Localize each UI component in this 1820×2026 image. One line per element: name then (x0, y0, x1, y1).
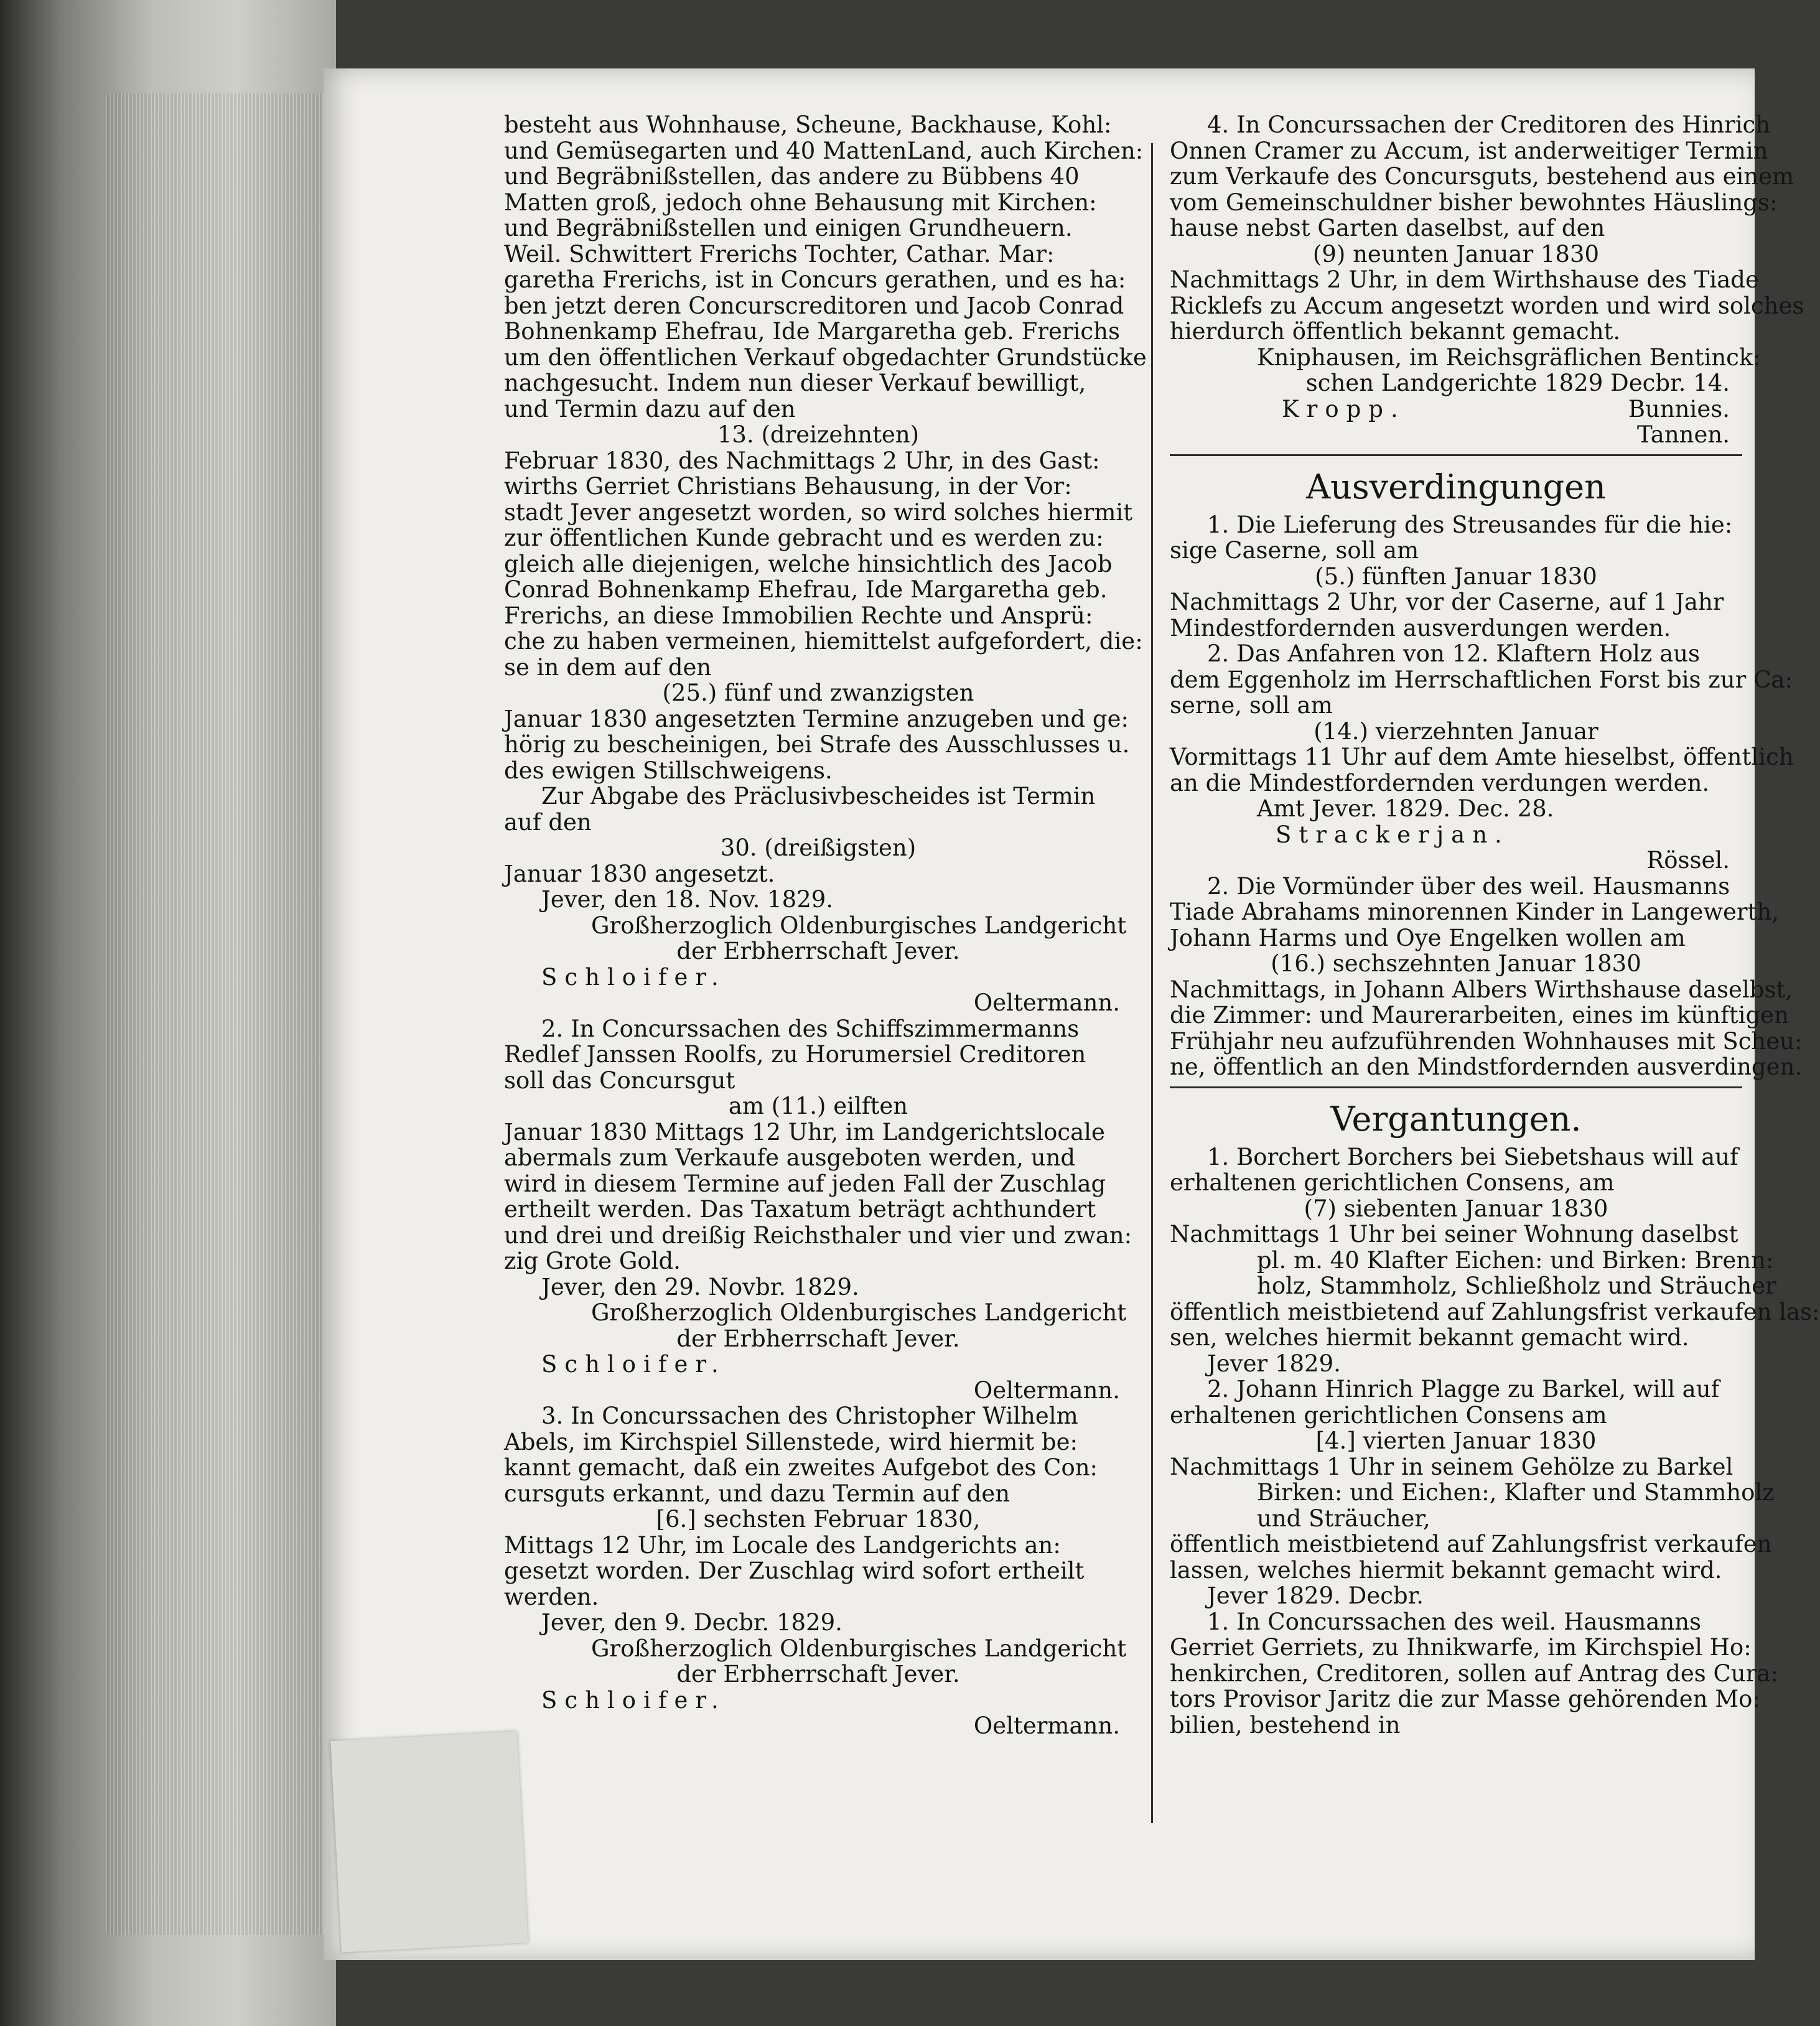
text-line: 2. Die Vormünder über des weil. Hausmanns (1207, 872, 1730, 900)
text-line: lassen, welches hiermit bekannt gemacht wird. (1170, 1556, 1722, 1584)
text-line: erhaltenen gerichtlichen Consens, am (1170, 1169, 1615, 1196)
notice-4 (1170, 111, 1804, 448)
notice-ausverdingung-3 (1170, 872, 1803, 1080)
text-line: Zur Abgabe des Präclusivbescheides ist Termin (541, 783, 1096, 810)
text-line: Birken: und Eichen:, Klafter und Stammholz (1257, 1479, 1775, 1506)
text-line: soll das Concursgut (504, 1067, 735, 1094)
court-line: Großherzoglich Oldenburgisches Landgericht (591, 1635, 1127, 1662)
date-line: (7) siebenten Januar 1830 (1304, 1195, 1608, 1222)
signature-line (504, 964, 1132, 991)
signature-left: Schloifer. (541, 1686, 726, 1714)
signature-line (504, 1351, 1132, 1378)
text-line: nachgesucht. Indem nun dieser Verkauf bewilligt, (504, 370, 1086, 396)
text-line: Nachmittags 2 Uhr, in dem Wirthshause des Tiade (1170, 266, 1759, 293)
text-line: hause nebst Garten daselbst, auf den (1170, 215, 1605, 241)
signature-left: Schloifer. (541, 963, 726, 991)
text-line: zig Grote Gold. (504, 1248, 681, 1274)
notice-land-sale (504, 111, 1147, 1016)
date-line: 30. (dreißigsten) (720, 834, 917, 861)
text-line: Mindestfordernden ausverdungen werden. (1170, 614, 1671, 642)
text-line: gleich alle diejenigen, welche hinsichtlich des Jacob (504, 550, 1113, 577)
text-line: bilien, bestehend in (1170, 1711, 1401, 1739)
court-line: der Erbherrschaft Jever. (676, 938, 960, 964)
text-line: Januar 1830 angesetzt. (504, 860, 775, 887)
signature-right: Tannen. (1636, 421, 1730, 448)
text-line: und Sträucher, (1257, 1505, 1430, 1532)
paper-slip (330, 1731, 528, 1952)
section-heading: Ausverdingungen (1306, 467, 1606, 507)
date-line: (25.) fünf und zwanzigsten (662, 679, 974, 706)
place-date-line: Jever, den 9. Decbr. 1829. (541, 1609, 842, 1636)
signature-row (1170, 396, 1742, 422)
signature-right: Bunnies. (1628, 395, 1730, 422)
text-line: abermals zum Verkaufe ausgeboten werden, und (504, 1144, 1076, 1171)
signature-right: Oeltermann. (973, 989, 1120, 1016)
text-line: henkirchen, Creditoren, sollen auf Antrag des Cura: (1170, 1660, 1778, 1687)
text-line: Conrad Bohnenkamp Ehefrau, Ide Margaretha geb. (504, 576, 1108, 603)
text-line: vom Gemeinschuldner bisher bewohntes Häuslings: (1170, 189, 1778, 216)
text-line: kannt gemacht, daß ein zweites Aufgebot des Con: (504, 1454, 1098, 1481)
text-line: Bohnenkamp Ehefrau, Ide Margaretha geb. Frerichs (504, 318, 1120, 345)
text-line: ben jetzt deren Concurscreditoren und Jacob Conrad (504, 292, 1124, 319)
text-line: öffentlich meistbietend auf Zahlungsfrist verkaufen las: (1170, 1298, 1820, 1325)
text-line: öffentlich meistbietend auf Zahlungsfrist verkaufen (1170, 1531, 1772, 1557)
place-date-line: Kniphausen, im Reichsgräflichen Bentinck: (1257, 343, 1761, 371)
place-date-line: Amt Jever. 1829. Dec. 28. (1257, 795, 1554, 822)
text-line: sen, welches hiermit bekannt gemacht wird. (1170, 1324, 1689, 1351)
date-line: am (11.) eilften (728, 1093, 908, 1119)
notice-vergantung-2 (1170, 1376, 1775, 1609)
notice-vergantung-3 (1170, 1608, 1778, 1739)
text-line: zum Verkaufe des Concursguts, bestehend aus einem (1170, 163, 1794, 190)
signature-right: Oeltermann. (973, 1376, 1120, 1404)
text-line: Johann Harms und Oye Engelken wollen am (1170, 924, 1686, 951)
text-line: Frerichs, an diese Immobilien Rechte und Ansprü: (504, 602, 1093, 629)
text-line: holz, Stammholz, Schließholz und Sträucher (1257, 1272, 1776, 1299)
text-line: pl. m. 40 Klafter Eichen: und Birken: Brenn: (1257, 1246, 1774, 1274)
text-line: Mittags 12 Uhr, im Locale des Landgerichts an: (504, 1531, 1061, 1559)
court-line: der Erbherrschaft Jever. (676, 1325, 960, 1352)
text-line: und Begräbnißstellen und einigen Grundheuern. (504, 215, 1073, 241)
text-line: Nachmittags, in Johann Albers Wirthshause daselbst, (1170, 976, 1793, 1003)
date-line: [6.] sechsten Februar 1830, (656, 1506, 981, 1533)
signature-left: Strackerjan. (1276, 821, 1510, 848)
text-line: auf den (504, 808, 592, 836)
column-divider (1151, 143, 1153, 1823)
text-line: garetha Frerichs, ist in Concurs gerathen, und es ha: (504, 266, 1126, 293)
text-line: sige Caserne, soll am (1170, 537, 1419, 564)
text-line: und Termin dazu auf den (504, 395, 796, 422)
notice-ausverdingung-1 (1170, 512, 1742, 642)
text-line: serne, soll am (1170, 692, 1333, 719)
text-line: 3. In Concurssachen des Christopher Wilhelm (541, 1403, 1078, 1429)
text-line: Vormittags 11 Uhr auf dem Amte hieselbst, öffentlich (1170, 744, 1794, 770)
text-line: des ewigen Stillschweigens. (504, 757, 833, 784)
text-line: Abels, im Kirchspiel Sillenstede, wird hiermit be: (504, 1428, 1078, 1455)
book-page-edges (0, 0, 336, 2026)
stacked-page-edges (106, 93, 330, 1935)
section-heading: Vergantungen. (1330, 1099, 1582, 1139)
date-line: (14.) vierzehnten Januar (1314, 717, 1598, 745)
place-date-line: schen Landgerichte 1829 Decbr. 14. (1305, 370, 1730, 396)
text-line: 4. In Concurssachen der Creditoren des Hinrich (1207, 111, 1771, 138)
text-line: Matten groß, jedoch ohne Behausung mit Kirchen: (504, 189, 1097, 216)
signature-left: Kropp. (1282, 395, 1406, 422)
text-line: und Gemüsegarten und 40 MattenLand, auch Kirchen: (504, 137, 1144, 164)
signature-left: Schloifer. (541, 1351, 726, 1378)
text-line: Frühjahr neu aufzuführenden Wohnhauses mit Scheu: (1170, 1027, 1803, 1055)
text-line: che zu haben vermeinen, hiemittelst aufgefordert, die: (504, 628, 1143, 655)
text-line: besteht aus Wohnhause, Scheune, Backhause, Kohl: (504, 111, 1112, 138)
text-line: Onnen Cramer zu Accum, ist anderweitiger Termin (1170, 137, 1768, 164)
court-line: Großherzoglich Oldenburgisches Landgericht (591, 912, 1127, 939)
signature-line (1170, 822, 1742, 848)
place-date-line: Jever 1829. Decbr. (1207, 1582, 1424, 1609)
text-line: Januar 1830 Mittags 12 Uhr, im Landgerichtslocale (504, 1118, 1105, 1146)
signature-right: Rössel. (1646, 847, 1730, 874)
place-date-line: Jever, den 29. Novbr. 1829. (541, 1273, 859, 1300)
text-line: tors Provisor Jaritz die zur Masse gehörenden Mo: (1170, 1686, 1760, 1712)
text-line: zur öffentlichen Kunde gebracht und es werden zu: (504, 525, 1104, 551)
text-line: Nachmittags 1 Uhr bei seiner Wohnung daselbst (1170, 1221, 1738, 1248)
date-line: [4.] vierten Januar 1830 (1315, 1427, 1597, 1454)
text-line: und drei und dreißig Reichsthaler und vier und zwan: (504, 1221, 1132, 1249)
text-line: gesetzt worden. Der Zuschlag wird sofort ertheilt (504, 1557, 1085, 1584)
text-line: Nachmittags 2 Uhr, vor der Caserne, auf 1 Jahr (1170, 589, 1724, 615)
notice-vergantung-1 (1170, 1143, 1820, 1377)
text-line: an die Mindestfordernden verdungen werden. (1170, 769, 1710, 796)
text-line: dem Eggenholz im Herrschaftlichen Forst bis zur Ca: (1170, 666, 1793, 693)
text-line: Redlef Janssen Roolfs, zu Horumersiel Creditoren (504, 1041, 1086, 1068)
text-line: cursguts erkannt, und dazu Termin auf den (504, 1480, 1010, 1507)
date-line: (5.) fünften Januar 1830 (1315, 563, 1597, 590)
text-line: Ricklefs zu Accum angesetzt worden und wird solches (1170, 292, 1804, 319)
court-line: Großherzoglich Oldenburgisches Landgericht (591, 1299, 1127, 1326)
text-line: Tiade Abrahams minorennen Kinder in Langewerth, (1170, 899, 1780, 925)
section-rule (1170, 1086, 1742, 1088)
date-line: (9) neunten Januar 1830 (1312, 240, 1600, 268)
signature-right: Oeltermann. (973, 1712, 1120, 1739)
signature-line (504, 1688, 1132, 1714)
text-line: erhaltenen gerichtlichen Consens am (1170, 1401, 1607, 1429)
text-line: die Zimmer: und Maurerarbeiten, eines im künftigen (1170, 1002, 1789, 1029)
date-line: (16.) sechszehnten Januar 1830 (1271, 950, 1641, 977)
date-line: 13. (dreizehnten) (717, 421, 920, 448)
text-line: Februar 1830, des Nachmittags 2 Uhr, in des Gast: (504, 447, 1100, 474)
text-line: se in dem auf den (504, 653, 712, 681)
text-line: werden. (504, 1583, 599, 1610)
place-date-line: Jever 1829. (1207, 1350, 1341, 1377)
text-line: ne, öffentlich an den Mindstfordernden ausverdingen. (1170, 1053, 1803, 1080)
right-column (1170, 111, 1820, 1739)
text-line: um den öffentlichen Verkauf obgedachter Grundstücke (504, 343, 1147, 371)
text-line: 1. Die Lieferung des Streusandes für die hie: (1207, 511, 1733, 538)
place-date-line: Jever, den 18. Nov. 1829. (541, 886, 834, 913)
text-line: und Begräbnißstellen, das andere zu Bübbens 40 (504, 163, 1080, 190)
text-line: hörig zu bescheinigen, bei Strafe des Ausschlusses u. (504, 731, 1130, 758)
text-line: Nachmittags 1 Uhr in seinem Gehölze zu Barkel (1170, 1453, 1734, 1480)
left-column (504, 111, 1147, 1739)
text-line: wirths Gerriet Christians Behausung, in der Vor: (504, 473, 1072, 500)
court-line: der Erbherrschaft Jever. (676, 1661, 960, 1688)
text-line: stadt Jever angesetzt worden, so wird solches hiermit (504, 498, 1133, 526)
section-rule (1170, 454, 1742, 456)
notice-3 (504, 1403, 1132, 1739)
notice-ausverdingung-2 (1170, 640, 1794, 874)
newspaper-page (324, 68, 1820, 1960)
text-line: 1. Borchert Borchers bei Siebetshaus will auf (1207, 1143, 1738, 1170)
text-line: Januar 1830 angesetzten Termine anzugeben und ge: (504, 705, 1129, 732)
text-line: 2. In Concurssachen des Schiffszimmermanns (541, 1015, 1080, 1042)
text-line: 1. In Concurssachen des weil. Hausmanns (1207, 1608, 1702, 1635)
text-line: Gerriet Gerriets, zu Ihnikwarfe, im Kirchspiel Ho: (1170, 1634, 1752, 1661)
text-line: ertheilt werden. Das Taxatum beträgt achthundert (504, 1196, 1096, 1223)
text-line: hierdurch öffentlich bekannt gemacht. (1170, 318, 1621, 345)
text-line: 2. Johann Hinrich Plagge zu Barkel, will auf (1207, 1376, 1720, 1403)
text-line: Weil. Schwittert Frerichs Tochter, Cathar. Mar: (504, 240, 1055, 268)
text-line: 2. Das Anfahren von 12. Klaftern Holz aus (1207, 640, 1700, 667)
text-line: wird in diesem Termine auf jeden Fall der Zuschlag (504, 1170, 1106, 1197)
notice-2 (504, 1016, 1132, 1404)
